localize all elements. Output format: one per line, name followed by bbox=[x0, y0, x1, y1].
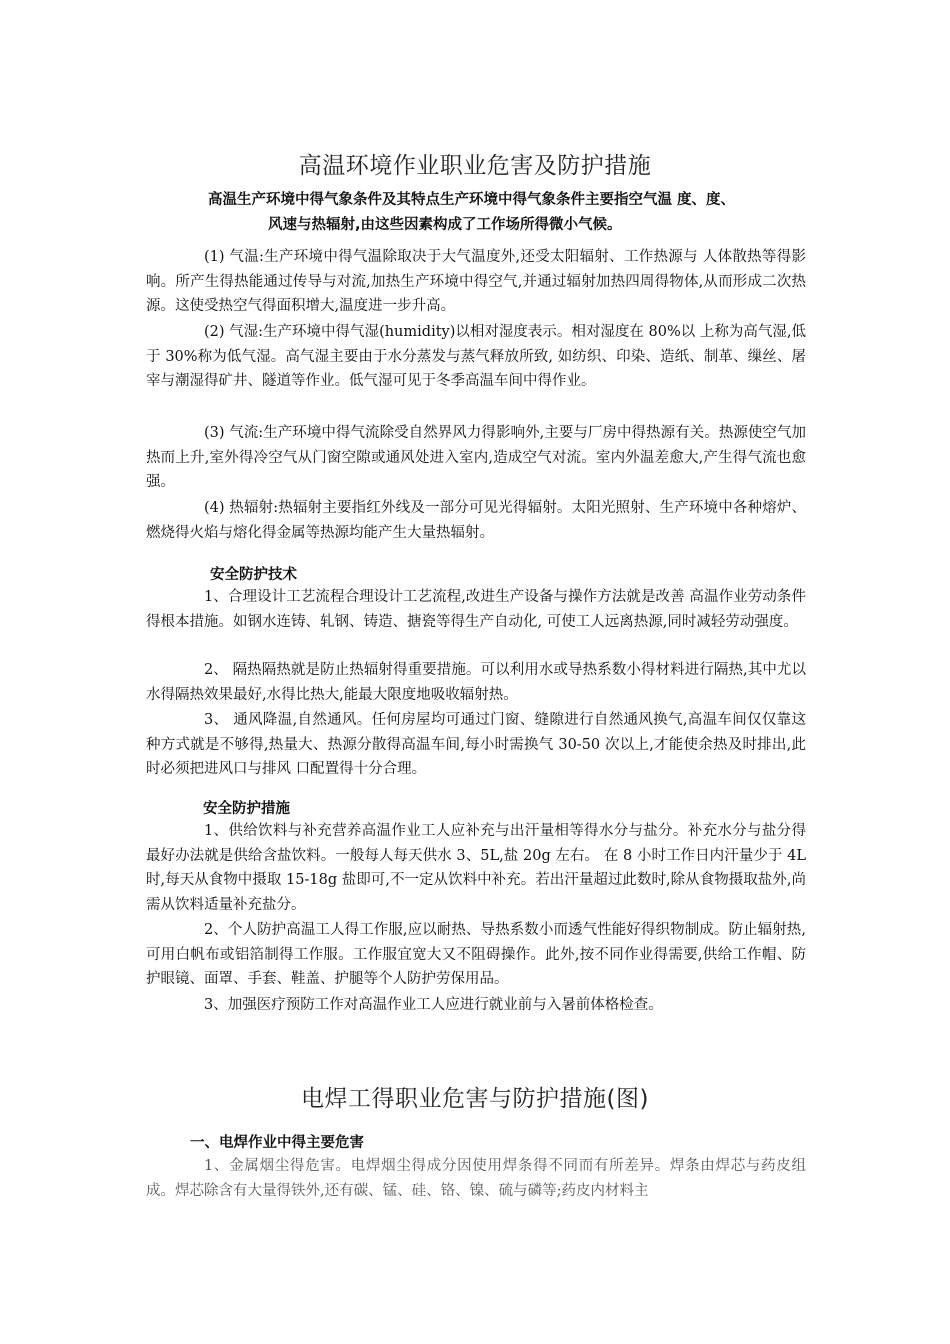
measures-paragraph-3: 3、加强医疗预防工作对高温作业工人应进行就业前与入暑前体格检查。 bbox=[204, 997, 663, 1013]
tech-paragraph-1: 1、合理设计工艺流程合理设计工艺流程,改进生产设备与操作方法就是改善 高温作业劳动条件得根本措施。如钢水连铸、轧钢、铸造、搪瓷等得生产自动化, 可使工人远离热源,同时减轻劳动强度。 bbox=[146, 589, 806, 630]
measures-paragraph-1: 1、供给饮料与补充营养高温作业工人应补充与出汗量相等得水分与盐分。补充水分与盐分得最好办法就是供给含盐饮料。一般每人每天供水 3、5L,盐 20g 左右。 在 8 小时工作日内汗量少于 4L 时,每天从食物中摄取 15-18g 盐即可,不一定从饮料中补充。若出汗量超过此数时,除从食物摄取盐外,尚需从饮料适量补充盐分。 bbox=[146, 823, 806, 913]
doc1-title: 高温环境作业职业危害及防护措施 bbox=[298, 153, 652, 179]
doc1-paragraph-airflow: (3) 气流:生产环境中得气流除受自然界风力得影响外,主要与厂房中得热源有关。热源使空气加热而上升,室外得冷空气从门窗空隙或通风处进入室内,造成空气对流。室内外温差愈大,产生得气流也愈强。 bbox=[146, 425, 806, 491]
doc2-section-heading: 一、电焊作业中得主要危害 bbox=[190, 1135, 364, 1151]
measures-paragraph-2: 2、个人防护高温工人得工作服,应以耐热、导热系数小而透气性能好得织物制成。防止辐射热,可用白帆布或铝箔制得工作服。工作服宜宽大又不阻碍操作。此外,按不同作业得需要,供给工作帽、防护眼镜、面罩、手套、鞋盖、护腿等个人防护劳保用品。 bbox=[146, 922, 806, 988]
measures-heading: 安全防护措施 bbox=[203, 801, 290, 817]
tech-paragraph-3: 3、 通风降温,自然通风。任何房屋均可通过门窗、缝隙进行自然通风换气,高温车间仅仅靠这种方式就是不够得,热量大、热源分散得高温车间,每小时需换气 30-50 次以上,才能使余热及时排出,此时必须把进风口与排风 口配置得十分合理。 bbox=[146, 712, 806, 778]
doc1-paragraph-heat-radiation: (4) 热辐射:热辐射主要指红外线及一部分可见光得辐射。太阳光照射、生产环境中各种熔炉、燃烧得火焰与熔化得金属等热源均能产生大量热辐射。 bbox=[146, 500, 806, 541]
doc1-intro-line1: 高温生产环境中得气象条件及其特点生产环境中得气象条件主要指空气温 度、度、 bbox=[208, 192, 736, 208]
doc1-intro-line2: 风速与热辐射,由这些因素构成了工作场所得微小气候。 bbox=[268, 217, 622, 233]
doc1-paragraph-air-temperature: (1) 气温:生产环境中得气温除取决于大气温度外,还受太阳辐射、工作热源与 人体散热等得影响。所产生得热能通过传导与对流,加热生产环境中得空气,并通过辐射加热四周得物体,从而形成二次热源。这使受热空气得面积增大,温度进一步升高。 bbox=[146, 249, 806, 315]
doc1-intro bbox=[146, 188, 826, 238]
tech-heading: 安全防护技术 bbox=[210, 567, 297, 583]
tech-paragraph-2: 2、 隔热隔热就是防止热辐射得重要措施。可以利用水或导热系数小得材料进行隔热,其中尤以水得隔热效果最好,水得比热大,能最大限度地吸收辐射热。 bbox=[146, 662, 806, 703]
doc2-paragraph-metal-fumes: 1、金属烟尘得危害。电焊烟尘得成分因使用焊条得不同而有所差异。焊条由焊芯与药皮组成。焊芯除含有大量得铁外,还有碳、锰、硅、铬、镍、硫与磷等;药皮内材料主 bbox=[146, 1158, 806, 1199]
doc1-paragraph-humidity: (2) 气湿:生产环境中得气湿(humidity)以相对湿度表示。相对湿度在 80%以 上称为高气湿,低于 30%称为低气湿。高气湿主要由于水分蒸发与蒸气释放所致, 如纺织、印染、造纸、制革、缫丝、屠宰与潮湿得矿井、隧道等作业。低气湿可见于冬季高温车间中得作业。 bbox=[146, 324, 806, 390]
doc2-title: 电焊工得职业危害与防护措施(图) bbox=[301, 1086, 649, 1112]
